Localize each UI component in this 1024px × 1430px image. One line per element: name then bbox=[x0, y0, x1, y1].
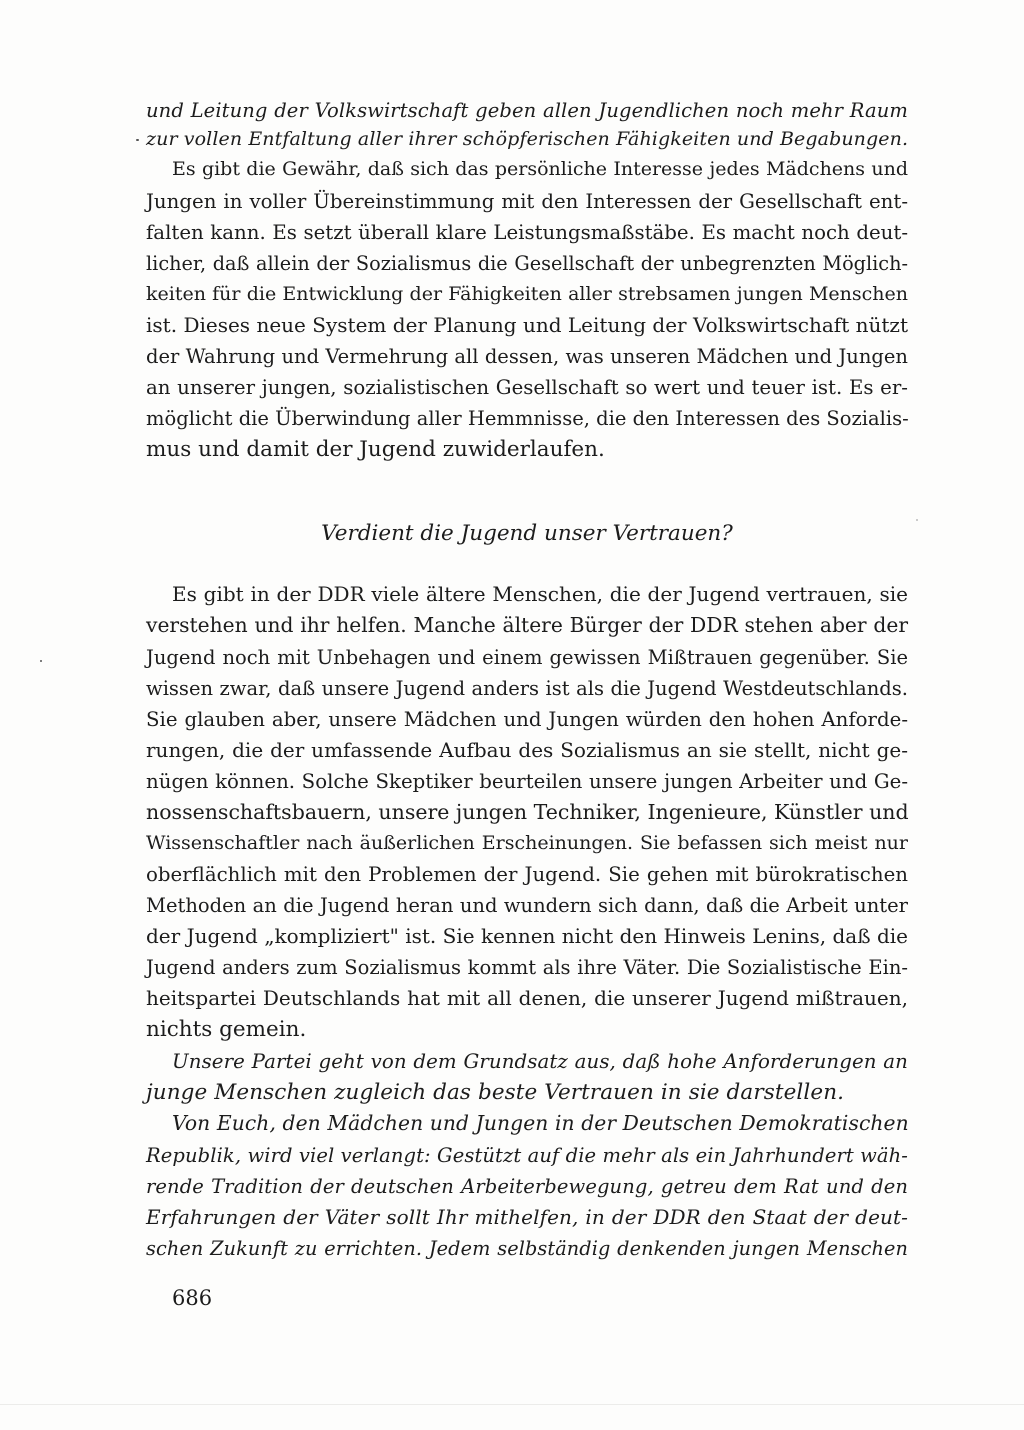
text-line: an unserer jungen, sozialistischen Gesellschaft so wert und teuer ist. Es er- bbox=[146, 376, 908, 399]
text-line: Es gibt in der DDR viele ältere Menschen, die der Jugend vertrauen, sie bbox=[172, 582, 908, 606]
section-heading: Verdient die Jugend unser Vertrauen? bbox=[321, 521, 733, 546]
text-line: Jugend anders zum Sozialismus kommt als ihre Väter. Die Sozialistische Ein- bbox=[146, 956, 908, 979]
text-line: der Jugend „kompliziert" ist. Sie kennen nicht den Hinweis Lenins, daß die bbox=[146, 924, 908, 948]
text-line: nichts gemein. bbox=[146, 1017, 307, 1042]
text-line: falten kann. Es setzt überall klare Leistungsmaßstäbe. Es macht noch deut- bbox=[146, 221, 908, 244]
text-line: licher, daß allein der Sozialismus die Gesellschaft der unbegrenzten Möglich- bbox=[146, 252, 908, 275]
text-line: Jungen in voller Übereinstimmung mit den Interessen der Gesellschaft ent- bbox=[146, 190, 908, 213]
print-speck bbox=[916, 519, 918, 521]
text-line: heitspartei Deutschlands hat mit all denen, die unserer Jugend mißtrauen, bbox=[146, 986, 908, 1010]
text-line: nossenschaftsbauern, unsere jungen Techniker, Ingenieure, Künstler und bbox=[146, 800, 909, 824]
text-line: Methoden an die Jugend heran und wundern sich dann, daß die Arbeit unter bbox=[146, 894, 908, 917]
text-line: mus und damit der Jugend zuwiderlaufen. bbox=[146, 437, 605, 462]
print-speck bbox=[136, 139, 139, 141]
text-line: oberflächlich mit den Problemen der Jugend. Sie gehen mit bürokratischen bbox=[146, 863, 908, 886]
text-line: nügen können. Solche Skeptiker beurteilen unsere jungen Arbeiter und Ge- bbox=[146, 770, 908, 793]
text-line: der Wahrung und Vermehrung all dessen, was unseren Mädchen und Jungen bbox=[146, 345, 908, 368]
print-speck bbox=[40, 660, 42, 662]
text-line: zur vollen Entfaltung aller ihrer schöpferischen Fähigkeiten und Begabungen. bbox=[146, 128, 909, 150]
text-line: junge Menschen zugleich das beste Vertrauen in sie darstellen. bbox=[146, 1080, 845, 1105]
text-line: möglicht die Überwindung aller Hemmnisse, die den Interessen des Sozialis- bbox=[146, 407, 909, 430]
text-line: keiten für die Entwicklung der Fähigkeiten aller strebsamen jungen Menschen bbox=[146, 283, 908, 305]
text-line: Von Euch, den Mädchen und Jungen in der Deutschen Demokratischen bbox=[172, 1111, 909, 1135]
text-line: verstehen und ihr helfen. Manche ältere Bürger der DDR stehen aber der bbox=[146, 613, 908, 637]
text-line: Unsere Partei geht von dem Grundsatz aus, daß hohe Anforderungen an bbox=[172, 1050, 908, 1073]
text-line: rungen, die der umfassende Aufbau des Sozialismus an sie stellt, nicht ge- bbox=[146, 738, 908, 762]
text-line: rende Tradition der deutschen Arbeiterbewegung, getreu dem Rat und den bbox=[146, 1175, 908, 1198]
text-line: Sie glauben aber, unsere Mädchen und Jungen würden den hohen Anforde- bbox=[146, 708, 908, 731]
page-number: 686 bbox=[172, 1286, 213, 1310]
text-line: Republik, wird viel verlangt: Gestützt auf die mehr als ein Jahrhundert wäh- bbox=[146, 1144, 908, 1167]
page-edge-line bbox=[0, 1404, 1024, 1405]
text-line: wissen zwar, daß unsere Jugend anders ist als die Jugend Westdeutschlands. bbox=[146, 677, 908, 700]
text-line: Erfahrungen der Väter sollt Ihr mithelfen, in der DDR den Staat der deut- bbox=[146, 1205, 908, 1229]
text-line: und Leitung der Volkswirtschaft geben allen Jugendlichen noch mehr Raum bbox=[146, 99, 908, 122]
text-line: Wissenschaftler nach äußerlichen Erscheinungen. Sie befassen sich meist nur bbox=[146, 832, 908, 854]
text-line: Jugend noch mit Unbehagen und einem gewissen Mißtrauen gegenüber. Sie bbox=[146, 646, 908, 669]
text-line: Es gibt die Gewähr, daß sich das persönliche Interesse jedes Mädchens und bbox=[172, 158, 908, 180]
text-line: ist. Dieses neue System der Planung und Leitung der Volkswirtschaft nützt bbox=[146, 313, 908, 337]
text-line: schen Zukunft zu errichten. Jedem selbständig denkenden jungen Menschen bbox=[146, 1237, 908, 1260]
